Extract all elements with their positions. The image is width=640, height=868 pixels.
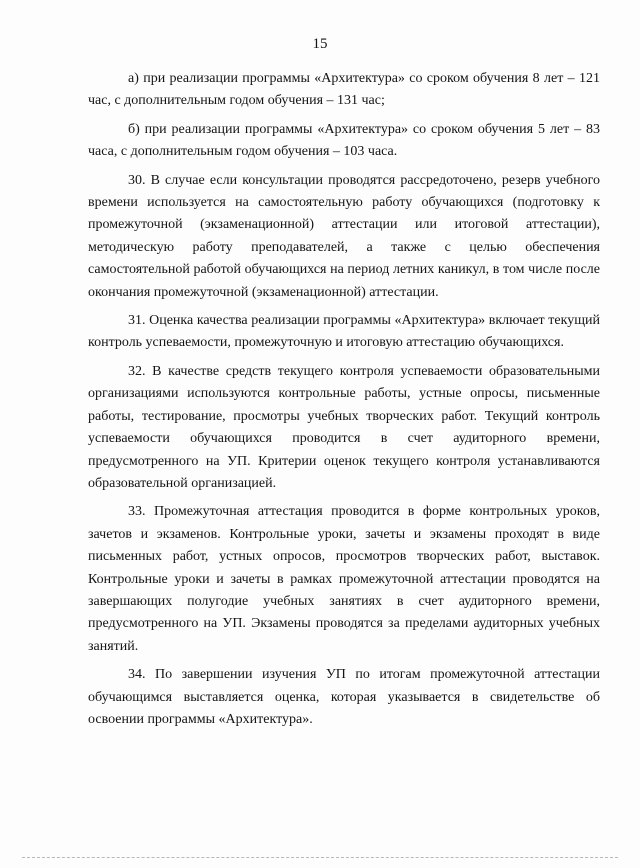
page-number: 15 [312, 36, 328, 52]
paragraph-34: 34. По завершении изучения УП по итогам промежуточной аттестации обучающимся выставляется оценка, которая указывается в свидетельстве об освоении программы «Архитектура». [88, 667, 600, 727]
paragraph-item-a: а) при реализации программы «Архитектура» со сроком обучения 8 лет – 121 час, с дополнительным годом обучения – 131 час; [88, 71, 600, 109]
paragraph-30: 30. В случае если консультации проводятся рассредоточено, резерв учебного времени используется на самостоятельную работу обучающихся (подготовку к промежуточной (экзаменационной) аттестации или итоговой аттестации), методическую работу преподавателей, а также с целью обеспечения самостоятельной работой обучающихся на период летних каникул, в том числе после окончания промежуточной (экзаменационной) аттестации. [88, 172, 600, 300]
scan-edge-divider [22, 857, 618, 858]
paragraph-32: 32. В качестве средств текущего контроля успеваемости образовательными организациями используются контрольные работы, устные опросы, письменные работы, тестирование, просмотры учебных творческих работ. Текущий контроль успеваемости обучающихся проводится в счет аудиторного времени, предусмотренного на УП. Критерии оценок текущего контроля устанавливаются образовательной организацией. [88, 363, 600, 491]
paragraph-33: 33. Промежуточная аттестация проводится в форме контрольных уроков, зачетов и экзаменов. Контрольные уроки, зачеты и экзамены проходят в виде письменных работ, устных опросов, просмотров творческих работ, выставок. Контрольные уроки и зачеты в рамках промежуточной аттестации проводятся на завершающих полугодие учебных занятиях в счет аудиторного времени, предусмотренного на УП. Экзамены проводятся за пределами аудиторных учебных занятий. [88, 504, 600, 654]
document-body [88, 68, 600, 737]
paragraph-item-b: б) при реализации программы «Архитектура» со сроком обучения 5 лет – 83 часа, с дополнительным годом обучения – 103 часа. [88, 121, 600, 160]
paragraph-31: 31. Оценка качества реализации программы «Архитектура» включает текущий контроль успеваемости, промежуточную и итоговую аттестацию обучающихся. [88, 313, 600, 351]
